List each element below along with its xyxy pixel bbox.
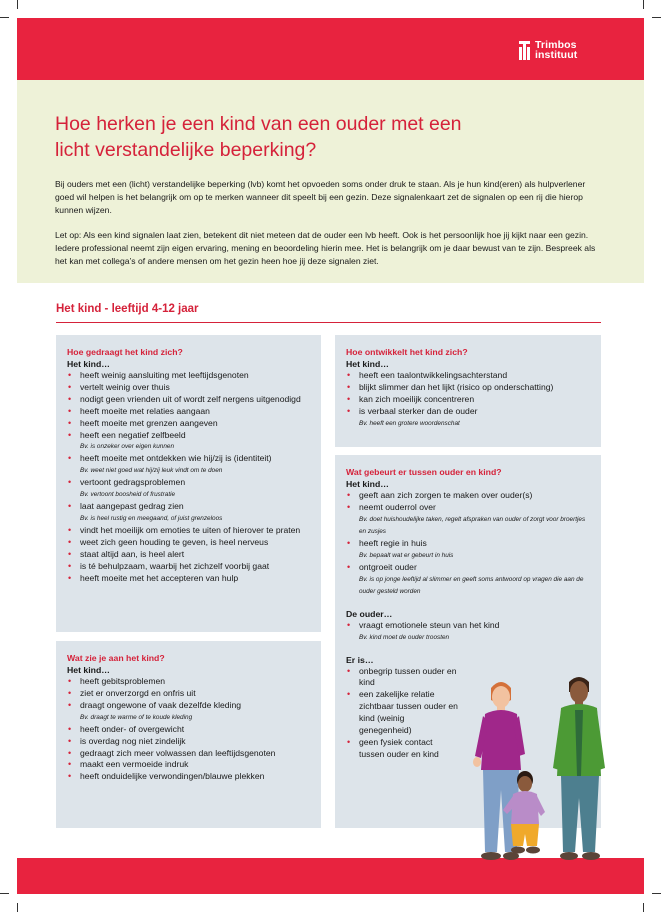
panel-heading: Wat zie je aan het kind? xyxy=(67,653,165,663)
bullet-icon: • xyxy=(68,687,72,698)
crop-mark xyxy=(652,893,661,894)
signal-text: heeft gebitsproblemen xyxy=(80,676,166,686)
signal-text: vindt het moeilijk om emoties te uiten of hierover te praten xyxy=(80,525,301,536)
section-title: Het kind - leeftijd 4-12 jaar xyxy=(56,303,199,315)
signal-item xyxy=(67,370,309,382)
signal-text: neemt ouderrol over xyxy=(359,501,436,512)
bullet-icon: • xyxy=(68,417,72,428)
panel-appearance xyxy=(56,641,321,828)
section-divider xyxy=(56,322,601,323)
intro-box xyxy=(17,80,644,283)
bullet-icon: • xyxy=(68,453,72,464)
signal-text: heeft moeite met het accepteren van hulp xyxy=(80,572,239,583)
bullet-icon: • xyxy=(68,723,72,734)
signal-item xyxy=(67,394,309,406)
signal-item xyxy=(346,370,589,382)
bullet-icon: • xyxy=(68,405,72,416)
crop-mark xyxy=(643,0,644,9)
signal-item xyxy=(67,477,309,489)
signal-text: heeft moeite met relaties aangaan xyxy=(80,405,210,416)
panel-heading: Hoe gedraagt het kind zich? xyxy=(67,347,183,357)
signal-list xyxy=(346,620,589,644)
signal-example: Bv. is op jonge leeftijd al slimmer en geeft soms antwoord op vragen die aan de ouder gesteld worden xyxy=(359,575,584,595)
title-line2: licht verstandelijke beperking? xyxy=(55,139,317,161)
bullet-icon: • xyxy=(68,429,72,440)
signal-item xyxy=(67,724,309,736)
signal-item xyxy=(346,502,589,514)
signal-item xyxy=(67,771,309,783)
crop-mark xyxy=(643,903,644,912)
signal-text: heeft weinig aansluiting met leeftijdsgenoten xyxy=(80,370,249,380)
signal-text: een zakelijke relatie zichtbaar tussen ouder en kind (weinig genegenheid) xyxy=(359,689,458,736)
panel-development xyxy=(335,335,601,447)
signal-item xyxy=(67,700,309,712)
signal-item xyxy=(346,689,458,737)
intro-paragraph1: Bij ouders met een (licht) verstandelijke beperking (lvb) komt het opvoeden soms onder druk te staan. Als je hun kind(eren) als hulpverlener goed wil helpen is het belangrijk om op te merken wanneer dit speelt bij een gezin. Deze signalenkaart zet de signalen op een rij die hierop kunnen wijzen. xyxy=(55,179,586,215)
signal-text: heeft onder- of overgewicht xyxy=(80,723,185,734)
signal-text: heeft moeite met grenzen aangeven xyxy=(80,417,218,428)
crop-mark xyxy=(17,0,18,9)
signal-text: draagt ongewone of vaak dezelfde kleding xyxy=(80,699,242,710)
signal-text: laat aangepast gedrag zien xyxy=(80,501,184,512)
signal-item xyxy=(67,561,309,573)
signal-item xyxy=(67,748,309,760)
signal-item xyxy=(346,394,589,406)
bullet-icon: • xyxy=(68,525,72,536)
adult-right-figure xyxy=(553,677,605,860)
bullet-icon: • xyxy=(68,393,72,404)
signal-item xyxy=(346,666,458,690)
bullet-icon: • xyxy=(347,619,351,630)
signal-text: geen fysiek contact tussen ouder en kind xyxy=(359,736,439,759)
signal-text: is verbaal sterker dan de ouder xyxy=(359,405,478,416)
crop-mark xyxy=(0,893,9,894)
signal-text: vertoont gedragsproblemen xyxy=(80,477,186,488)
bullet-icon: • xyxy=(347,689,351,700)
signal-text: ziet er onverzorgd en onfris uit xyxy=(80,687,196,698)
family-illustration-icon xyxy=(465,670,615,865)
bullet-icon: • xyxy=(68,477,72,488)
bullet-icon: • xyxy=(347,393,351,404)
bullet-icon: • xyxy=(347,490,351,500)
signal-example: Bv. bepaalt wat er gebeurt in huis xyxy=(359,551,454,559)
signal-item xyxy=(67,501,309,513)
signal-text: blijkt slimmer dan het lijkt (risico op onderschatting) xyxy=(359,381,554,392)
bullet-icon: • xyxy=(68,771,72,782)
bullet-icon: • xyxy=(68,572,72,583)
page-title xyxy=(55,111,606,163)
bullet-icon: • xyxy=(68,537,72,548)
bullet-icon: • xyxy=(68,676,72,686)
bullet-icon: • xyxy=(68,501,72,512)
signal-item xyxy=(346,620,589,632)
panel-heading: Hoe ontwikkelt het kind zich? xyxy=(346,347,468,357)
bullet-icon: • xyxy=(68,560,72,571)
bullet-icon: • xyxy=(68,381,72,392)
signal-list xyxy=(346,370,589,430)
trimbos-logo xyxy=(519,40,577,60)
signal-item xyxy=(67,406,309,418)
panel-heading: Wat gebeurt er tussen ouder en kind? xyxy=(346,467,502,477)
signal-text: heeft een taalontwikkelingsachterstand xyxy=(359,370,508,380)
signal-item xyxy=(67,736,309,748)
signal-list xyxy=(67,676,309,783)
signal-item xyxy=(346,737,458,761)
crop-mark xyxy=(652,17,661,18)
signal-text: maakt een vermoeide indruk xyxy=(80,759,189,770)
signal-example: Bv. vertoont boosheid of frustratie xyxy=(80,491,176,499)
signal-item xyxy=(346,562,589,574)
signal-item xyxy=(67,759,309,771)
signal-text: kan zich moeilijk concentreren xyxy=(359,393,475,404)
signal-text: gedraagt zich meer volwassen dan leeftijdsgenoten xyxy=(80,747,276,758)
crop-mark xyxy=(17,903,18,912)
bullet-icon: • xyxy=(68,759,72,770)
signal-example: Bv. is heel rustig en meegaand, of juist grenzeloos xyxy=(80,515,223,523)
signal-item xyxy=(67,688,309,700)
bullet-icon: • xyxy=(347,405,351,416)
signal-text: heeft onduidelijke verwondingen/blauwe plekken xyxy=(80,771,265,782)
signal-item xyxy=(67,453,309,465)
panel-subheading: De ouder… xyxy=(346,608,393,619)
bullet-icon: • xyxy=(347,665,351,676)
panel-behaviour xyxy=(56,335,321,632)
signal-item xyxy=(67,382,309,394)
title-line1: Hoe herken je een kind van een ouder met een xyxy=(55,113,462,135)
signal-item xyxy=(67,537,309,549)
signal-text: heeft moeite met ontdekken wie hij/zij is (identiteit) xyxy=(80,453,272,464)
signal-list xyxy=(346,490,589,598)
bullet-icon: • xyxy=(347,537,351,548)
signal-text: vraagt emotionele steun van het kind xyxy=(359,619,500,630)
bullet-icon: • xyxy=(68,370,72,380)
signal-item xyxy=(67,418,309,430)
panel-subheading: Er is… xyxy=(346,654,374,665)
panel-subheading: Het kind… xyxy=(346,479,389,489)
signal-item xyxy=(346,490,589,502)
signal-item xyxy=(346,382,589,394)
signal-item xyxy=(67,430,309,442)
logo-line1: Trimbos xyxy=(535,39,577,51)
signal-item xyxy=(67,549,309,561)
signal-text: onbegrip tussen ouder en kind xyxy=(359,665,457,688)
signal-text: weet zich geen houding te geven, is heel nerveus xyxy=(80,537,269,548)
bullet-icon: • xyxy=(347,501,351,512)
signal-item xyxy=(346,406,589,418)
signal-example: Bv. heeft een grotere woordenschat xyxy=(359,419,460,427)
signal-text: nodigt geen vrienden uit of wordt zelf nergens uitgenodigd xyxy=(80,393,301,404)
panel-subheading: Het kind… xyxy=(67,359,110,369)
bullet-icon: • xyxy=(347,561,351,572)
intro-paragraph2: Let op: Als een kind signalen laat zien, betekent dit niet meteen dat de ouder een lvb heeft. Ook is het persoonlijk hoe jij kijkt naar een gezin. Iedere professional neemt zijn eigen ervaring, mening en beoordeling hierin mee. Het is belangrijk om je daar bewust van te zijn. Bespreek als het kan met collega’s of andere mensen om het gezin heen hoe jij deze signalen ziet. xyxy=(55,230,596,266)
signal-example: Bv. weet niet goed wat hij/zij leuk vindt om te doen xyxy=(80,467,223,475)
bullet-icon: • xyxy=(347,370,351,380)
bullet-icon: • xyxy=(347,736,351,747)
signal-item xyxy=(67,676,309,688)
bullet-icon: • xyxy=(68,747,72,758)
signal-text: heeft een negatief zelfbeeld xyxy=(80,429,186,440)
logo-icon xyxy=(519,41,530,60)
crop-mark xyxy=(0,17,9,18)
signal-item xyxy=(67,525,309,537)
signal-text: geeft aan zich zorgen te maken over ouder(s) xyxy=(359,490,533,500)
signal-item xyxy=(67,573,309,585)
signal-item xyxy=(346,538,589,550)
signal-text: is overdag nog niet zindelijk xyxy=(80,735,186,746)
bullet-icon: • xyxy=(68,699,72,710)
bullet-icon: • xyxy=(68,735,72,746)
panel-subheading: Het kind… xyxy=(346,359,389,369)
panel-subheading: Het kind… xyxy=(67,665,110,675)
signal-text: is té behulpzaam, waarbij het zichzelf voorbij gaat xyxy=(80,560,270,571)
signal-text: vertelt weinig over thuis xyxy=(80,381,170,392)
signal-text: ontgroeit ouder xyxy=(359,561,417,572)
signal-list xyxy=(67,370,309,585)
logo-line2: instituut xyxy=(535,49,578,61)
signal-text: staat altijd aan, is heel alert xyxy=(80,548,185,559)
signal-example: Bv. doet huishoudelijke taken, regelt afspraken van ouder of zorgt voor broertjes en zusjes xyxy=(359,515,586,535)
bullet-icon: • xyxy=(68,548,72,559)
signal-example: Bv. draagt te warme of te koude kleding xyxy=(80,713,193,721)
signal-example: Bv. kind moet de ouder troosten xyxy=(359,633,450,641)
signal-text: heeft regie in huis xyxy=(359,537,427,548)
signal-example: Bv. is onzeker over eigen kunnen xyxy=(80,443,175,451)
bullet-icon: • xyxy=(347,381,351,392)
